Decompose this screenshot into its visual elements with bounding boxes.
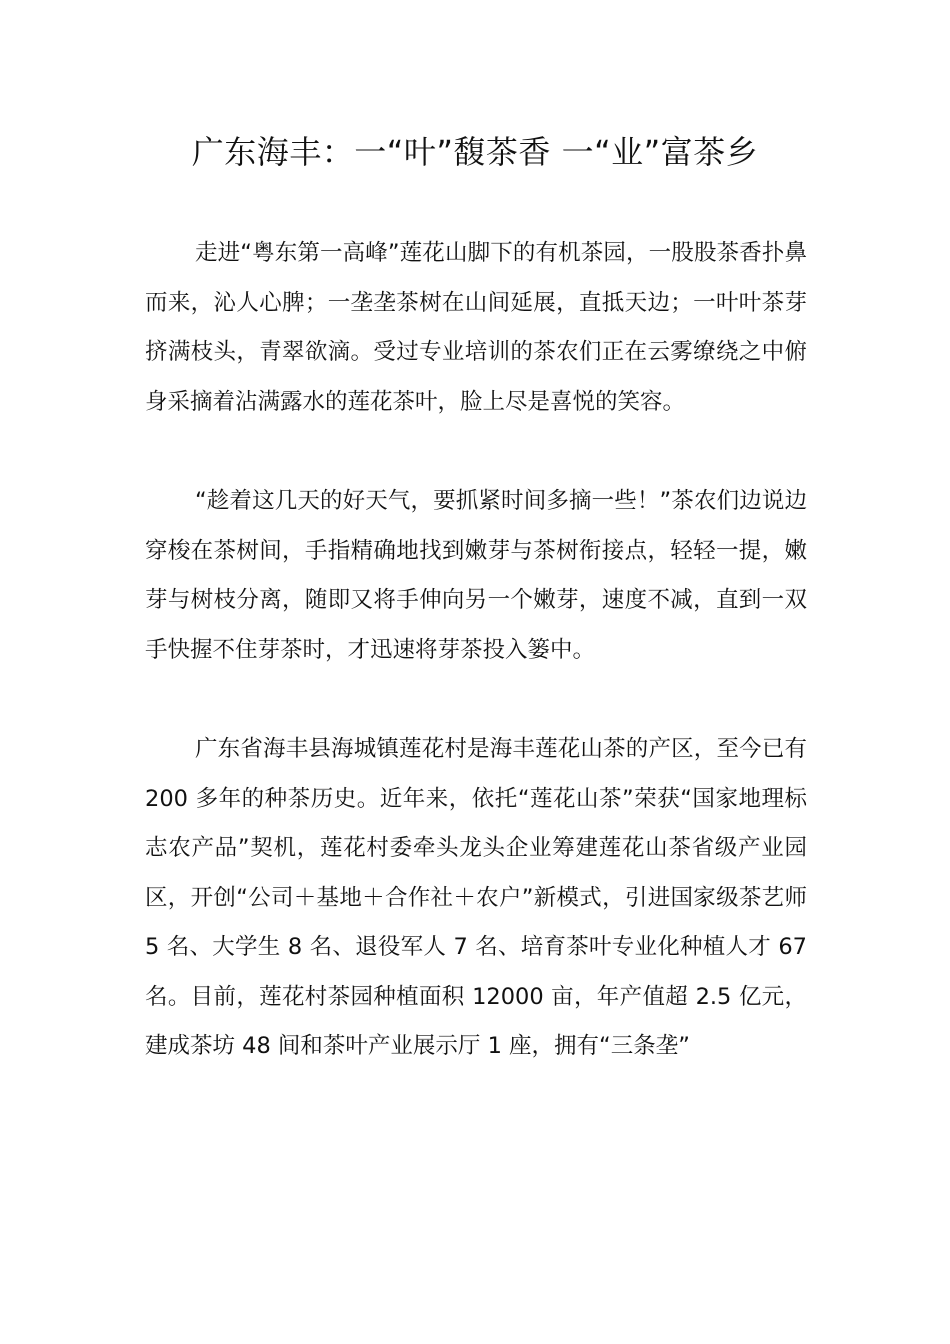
document-title: 广东海丰：一“叶”馥茶香 一“业”富茶乡 [191, 133, 759, 171]
paragraph-2: “趁着这几天的好天气，要抓紧时间多摘一些！”茶农们边说边穿梭在茶树间，手指精确地找到嫩芽与茶树衔接点，轻轻一提，嫩芽与树枝分离，随即又将手伸向另一个嫩芽，速度不减，直到一双手快握不住芽茶时，才迅速将芽茶投入篓中。 [145, 488, 807, 663]
article-body [145, 229, 807, 1122]
paragraph-1: 走进“粤东第一高峰”莲花山脚下的有机茶园，一股股茶香扑鼻而来，沁人心脾；一垄垄茶树在山间延展，直抵天边；一叶叶茶芽挤满枝头，青翠欲滴。受过专业培训的茶农们正在云雾缭绕之中俯身采摘着沾满露水的莲花茶叶，脸上尽是喜悦的笑容。 [145, 240, 807, 415]
paragraph-3: 广东省海丰县海城镇莲花村是海丰莲花山茶的产区，至今已有 200 多年的种茶历史。近年来，依托“莲花山茶”荣获“国家地理标志农产品”契机，莲花村委牵头龙头企业筹建莲花山茶省级产业园区，开创“公司＋基地＋合作社＋农户”新模式，引进国家级茶艺师 5 名、大学生 8 名、退役军人 7 名、培育茶叶专业化种植人才 67 名。目前，莲花村茶园种植面积 12000 亩，年产值超 2.5 亿元，建成茶坊 48 间和茶叶产业展示厅 1 座，拥有“三条垄” [145, 736, 807, 1059]
